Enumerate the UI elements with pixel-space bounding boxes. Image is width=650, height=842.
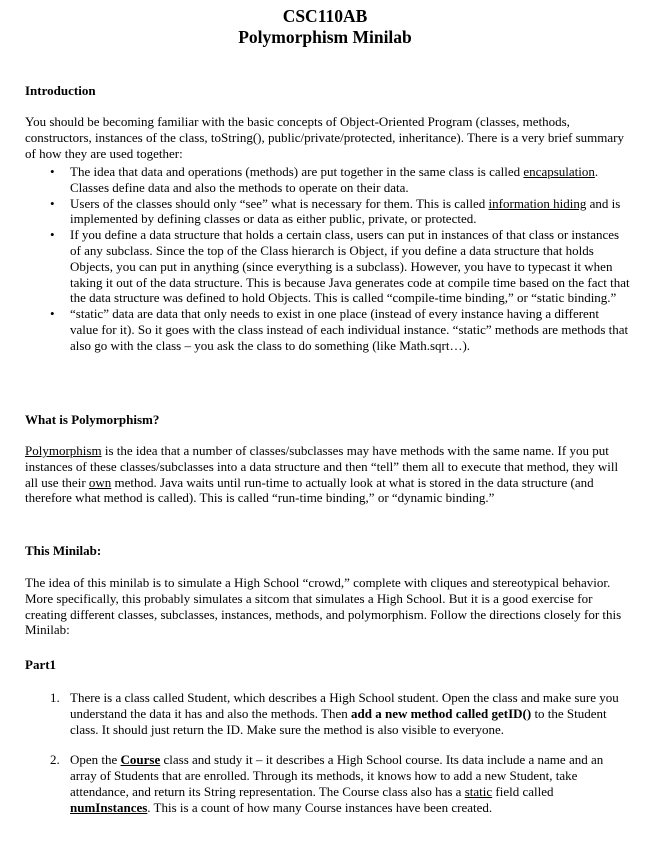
- information-hiding-term: information hiding: [488, 195, 587, 211]
- encapsulation-term: encapsulation: [523, 164, 595, 179]
- polymorphism-paragraph: [25, 443, 630, 506]
- bullet-icon: •: [50, 195, 55, 211]
- intro-paragraph: You should be becoming familiar with the basic concepts of Object-Oriented Program (classes, methods, constructors, instances of the class, toString(), public/private/protected, inheritance). There is a very brief summary of how they are used together:: [25, 114, 625, 161]
- step-text: to the Student class. It should just return the ID. Make sure the method is also visible to everyone.: [70, 705, 607, 737]
- step-text: field called: [492, 783, 554, 799]
- bullet-text: and is implemented by defining classes or data as either public, private, or protected.: [70, 195, 621, 227]
- paragraph-text: method. Java waits until run-time to actually look at what is stored in the data structure (and therefore what method is called). This is called “run-time binding,” or “dynamic binding.”: [25, 474, 594, 506]
- bullet-icon: •: [50, 306, 55, 322]
- minilab-heading: This Minilab:: [25, 543, 102, 558]
- static-term: static: [464, 783, 493, 799]
- step-number: 1.: [50, 690, 60, 705]
- list-item: [25, 690, 630, 737]
- bullet-icon: •: [50, 227, 55, 243]
- page-title: Polymorphism Minilab: [238, 27, 412, 47]
- part1-steps: [25, 690, 630, 816]
- course-code: CSC110AB: [282, 6, 368, 26]
- introduction-heading: Introduction: [25, 83, 96, 98]
- bullet-text: . Classes define data and also the methods to operate on their data.: [70, 164, 599, 195]
- minilab-paragraph: The idea of this minilab is to simulate a High School “crowd,” complete with cliques and stereotypical behavior. More specifically, this probably simulates a sitcom that simulates a High School. But it is a good exercise for creating different classes, subclasses, instances, methods, and polymorphism. Follow the directions closely for this Minilab:: [25, 575, 622, 638]
- bullet-icon: •: [50, 164, 55, 179]
- bullet-text: If you define a data structure that holds a certain class, users can put in instances of that class or instances of any subclass. Since the top of the Class hierarch is Object, if you define a data structure that holds Objects, you can put in anything (since everything is a subclass). However, you have to typecast it when taking it out of the data structure. This is because Java generates code at compile time based on the fact that the data structure was defined to hold Objects. This is called “compile-time binding,” or “static binding.”: [70, 227, 630, 306]
- step-text: There is a class called Student, which describes a High School student. Open the class and make sure you understand the data it has and also the methods. Then: [70, 690, 619, 721]
- num-instances-field: numInstances: [70, 799, 148, 815]
- step-text: . This is a count of how many Course instances have been created.: [147, 799, 493, 815]
- list-item: [25, 752, 630, 815]
- bullet-text: The idea that data and operations (methods) are put together in the same class is called: [70, 164, 524, 179]
- bullet-text: Users of the classes should only “see” what is necessary for them. This is called: [70, 195, 489, 211]
- getid-instruction: add a new method called getID(): [351, 705, 532, 721]
- bullet-text: “static” data are data that only needs to exist in one place (instead of every instance having a different value for it). So it goes with the class instead of each individual instance. “static” methods are methods that also go with the class – you ask the class to do something (like Math.sqrt…).: [70, 306, 629, 353]
- polymorphism-heading: What is Polymorphism?: [25, 412, 160, 427]
- polymorphism-term: Polymorphism: [25, 443, 102, 458]
- list-item: [25, 227, 630, 306]
- own-term: own: [88, 474, 112, 490]
- intro-bullet-list: [25, 164, 630, 354]
- part1-heading: Part1: [25, 657, 57, 672]
- list-item: [25, 164, 630, 196]
- paragraph-text: is the idea that a number of classes/subclasses may have methods with the same name. If you put instances of these classes/subclasses into a data structure and then “tell” them all to execute that method, they will all use their: [25, 443, 619, 490]
- step-text: class and study it – it describes a High School course. Its data include a name and an array of Students that are enrolled. Through its methods, it knows how to add a new Student, take attendance, and return its String representation. The Course class also has a: [70, 752, 604, 799]
- list-item: [25, 306, 630, 353]
- course-class-name: Course: [120, 752, 161, 768]
- step-number: 2.: [50, 752, 60, 768]
- list-item: [25, 196, 630, 228]
- step-text: Open the: [70, 752, 121, 768]
